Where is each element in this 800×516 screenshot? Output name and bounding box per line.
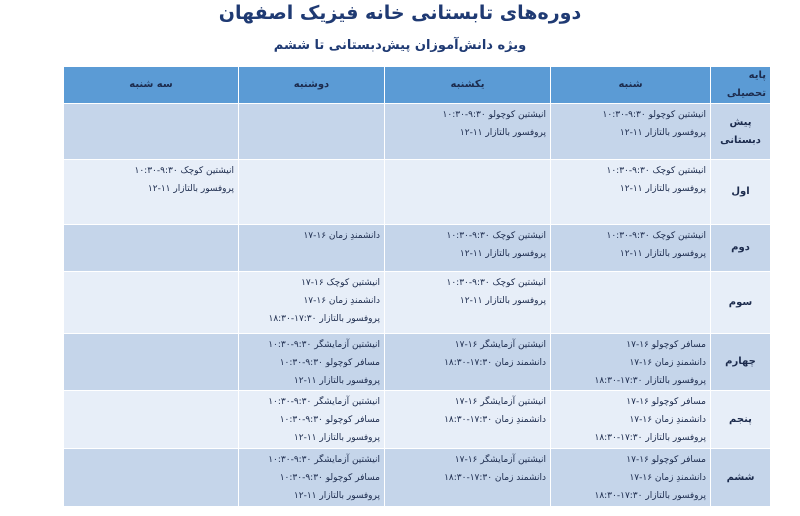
schedule-cell xyxy=(239,272,385,334)
schedule-cell xyxy=(385,449,551,507)
class-entry: انیشتین آزمایشگر ۱۶-۱۷ xyxy=(454,455,546,465)
class-entry: مسافر کوچولو ۱۶-۱۷ xyxy=(626,340,706,350)
class-entry: پروفسور بالتازار ۱۱-۱۲ xyxy=(619,184,706,194)
schedule-cell xyxy=(239,391,385,449)
header-level: پایه تحصیلی xyxy=(711,67,771,104)
row-level-label: چهارم xyxy=(711,334,771,391)
table-row xyxy=(64,225,771,272)
table-row xyxy=(64,449,771,507)
class-entry: پروفسور بالتازار ۱۱-۱۲ xyxy=(619,249,706,259)
header-tuesday: سه شنبه xyxy=(64,67,239,104)
class-entry: دانشمندِ زمان ۱۶-۱۷ xyxy=(629,473,706,483)
schedule-cell xyxy=(551,334,711,391)
schedule-cell xyxy=(385,334,551,391)
class-entry: مسافر کوچولو ۹:۳۰-۱۰:۳۰ xyxy=(279,473,380,483)
class-entry: پروفسور بالتازار ۱۱-۱۲ xyxy=(459,296,546,306)
row-level-label: سوم xyxy=(711,272,771,334)
table-row xyxy=(64,160,771,225)
page-title: دوره‌های تابستانی خانه فیزیک اصفهان xyxy=(218,2,582,24)
row-level-label: پیش دبستانی xyxy=(711,104,771,160)
class-entry: انیشتین آزمایشگر ۹:۳۰-۱۰:۳۰ xyxy=(268,340,380,350)
class-entry: مسافر کوچولو ۹:۳۰-۱۰:۳۰ xyxy=(279,415,380,425)
row-level-label: دوم xyxy=(711,225,771,272)
schedule-cell xyxy=(239,334,385,391)
class-entry: انیشتین کوچک ۹:۳۰-۱۰:۳۰ xyxy=(446,278,546,288)
class-entry: انیشتین کوچک ۹:۳۰-۱۰:۳۰ xyxy=(446,231,546,241)
class-entry: پروفسور بالتازار ۱۱-۱۲ xyxy=(293,491,380,501)
class-entry: پروفسور بالتازار ۱۱-۱۲ xyxy=(459,128,546,138)
schedule-cell xyxy=(239,104,385,160)
class-entry: انیشتین کوچولو ۹:۳۰-۱۰:۳۰ xyxy=(442,110,546,120)
schedule-cell xyxy=(64,449,239,507)
table-row xyxy=(64,104,771,160)
table-row xyxy=(64,272,771,334)
row-level-label: ششم xyxy=(711,449,771,507)
class-entry: انیشتین آزمایشگر ۱۶-۱۷ xyxy=(454,340,546,350)
schedule-cell xyxy=(64,391,239,449)
class-entry: پروفسور بالتازار ۱۷:۳۰-۱۸:۳۰ xyxy=(268,314,380,324)
class-entry: پروفسور بالتازار ۱۱-۱۲ xyxy=(459,249,546,259)
schedule-cell xyxy=(239,160,385,225)
page-subtitle: ویژه دانش‌آموزان پیش‌دبستانی تا ششم xyxy=(273,38,527,53)
class-entry: دانشمندِ زمان ۱۶-۱۷ xyxy=(629,358,706,368)
class-entry: پروفسور بالتازار ۱۱-۱۲ xyxy=(147,184,234,194)
class-entry: مسافر کوچولو ۱۶-۱۷ xyxy=(626,455,706,465)
class-entry: پروفسور بالتازار ۱۷:۳۰-۱۸:۳۰ xyxy=(594,491,706,501)
class-entry: دانشمندِ زمان ۱۶-۱۷ xyxy=(629,415,706,425)
class-entry: پروفسور بالتازار ۱۷:۳۰-۱۸:۳۰ xyxy=(594,376,706,386)
schedule-table xyxy=(63,66,771,507)
schedule-cell xyxy=(385,104,551,160)
schedule-cell xyxy=(64,104,239,160)
header-monday: دوشنبه xyxy=(239,67,385,104)
schedule-cell xyxy=(64,225,239,272)
class-entry: دانشمندِ زمان ۱۷:۳۰-۱۸:۳۰ xyxy=(444,415,546,425)
table-row xyxy=(64,391,771,449)
row-level-label: پنجم xyxy=(711,391,771,449)
class-entry: مسافر کوچولو ۹:۳۰-۱۰:۳۰ xyxy=(279,358,380,368)
class-entry: انیشتین آزمایشگر ۱۶-۱۷ xyxy=(454,397,546,407)
class-entry: دانشمند زمان ۱۷:۳۰-۱۸:۳۰ xyxy=(444,473,546,483)
class-entry: پروفسور بالتازار ۱۱-۱۲ xyxy=(619,128,706,138)
schedule-cell xyxy=(551,160,711,225)
class-entry: دانشمند زمان ۱۷:۳۰-۱۸:۳۰ xyxy=(444,358,546,368)
schedule-cell xyxy=(385,160,551,225)
header-sunday: یکشنبه xyxy=(385,67,551,104)
schedule-cell xyxy=(385,225,551,272)
schedule-cell xyxy=(239,225,385,272)
schedule-cell xyxy=(551,391,711,449)
class-entry: انیشتین آزمایشگر ۹:۳۰-۱۰:۳۰ xyxy=(268,397,380,407)
schedule-cell xyxy=(64,334,239,391)
class-entry: انیشتین کوچک ۹:۳۰-۱۰:۳۰ xyxy=(134,166,234,176)
header-saturday: شنبه xyxy=(551,67,711,104)
schedule-cell xyxy=(239,449,385,507)
row-level-label: اول xyxy=(711,160,771,225)
class-entry: پروفسور بالتازار ۱۱-۱۲ xyxy=(293,433,380,443)
table-row xyxy=(64,334,771,391)
class-entry: دانشمندِ زمان ۱۶-۱۷ xyxy=(303,231,380,241)
schedule-cell xyxy=(64,160,239,225)
class-entry: پروفسور بالتازار ۱۷:۳۰-۱۸:۳۰ xyxy=(594,433,706,443)
class-entry: مسافر کوچولو ۱۶-۱۷ xyxy=(626,397,706,407)
class-entry: انیشتین کوچولو ۹:۳۰-۱۰:۳۰ xyxy=(602,110,706,120)
schedule-cell xyxy=(551,449,711,507)
class-entry: انیشتین کوچک ۹:۳۰-۱۰:۳۰ xyxy=(606,166,706,176)
class-entry: انیشتین کوچک ۱۶-۱۷ xyxy=(301,278,380,288)
class-entry: انیشتین آزمایشگر ۹:۳۰-۱۰:۳۰ xyxy=(268,455,380,465)
schedule-cell xyxy=(385,391,551,449)
class-entry: انیشتین کوچک ۹:۳۰-۱۰:۳۰ xyxy=(606,231,706,241)
schedule-cell xyxy=(551,272,711,334)
schedule-cell xyxy=(385,272,551,334)
class-entry: دانشمندِ زمان ۱۶-۱۷ xyxy=(303,296,380,306)
schedule-cell xyxy=(551,104,711,160)
table-header-row xyxy=(64,67,771,104)
schedule-cell xyxy=(64,272,239,334)
table-body xyxy=(64,104,771,507)
schedule-cell xyxy=(551,225,711,272)
class-entry: پروفسور بالتازار ۱۱-۱۲ xyxy=(293,376,380,386)
